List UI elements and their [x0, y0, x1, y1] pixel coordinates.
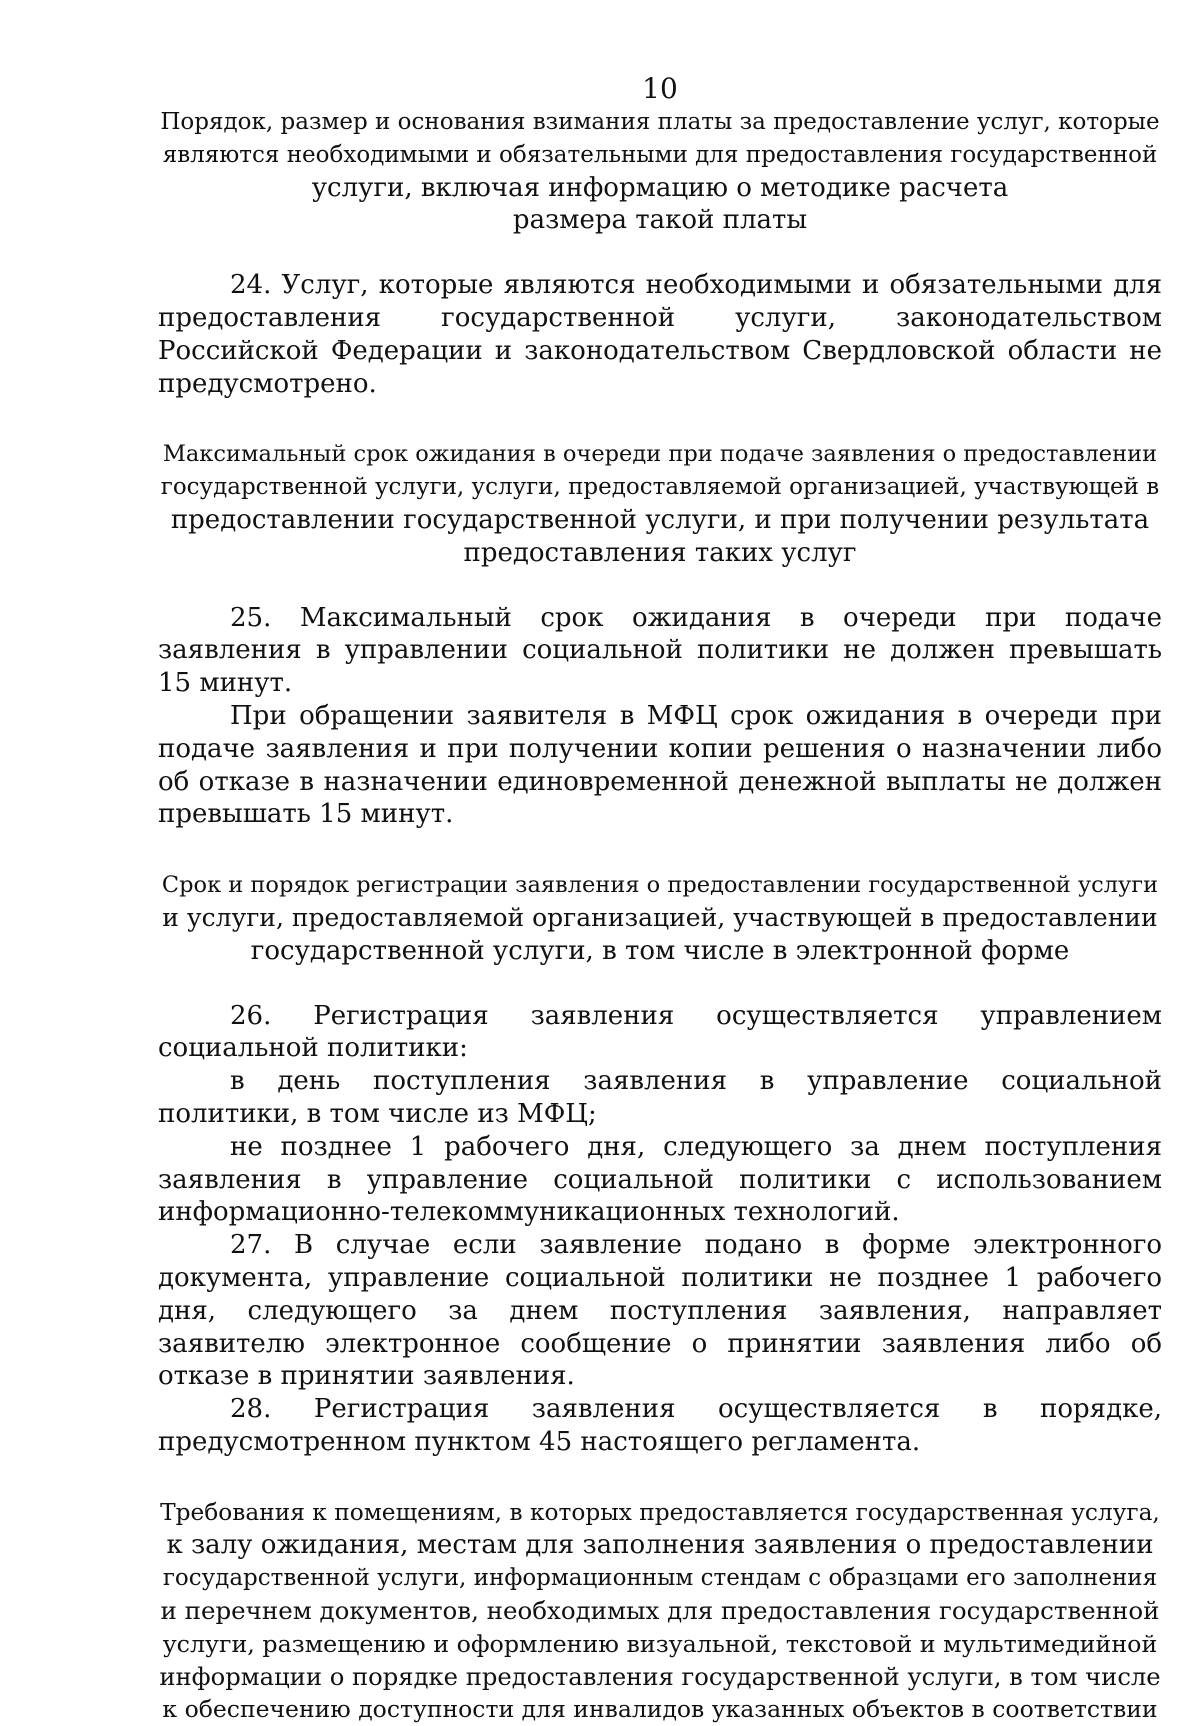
paragraph-26: 26. Регистрация заявления осуществляется управлением социальной политики: — [158, 1000, 1162, 1064]
heading-line: услуги, размещению и оформлению визуальной, текстовой и мультимедийной — [162, 1629, 1158, 1658]
heading-line: и перечнем документов, необходимых для предоставления государственной — [160, 1596, 1160, 1626]
document-body — [158, 106, 1162, 1726]
heading-line: предоставлении государственной услуги, и при получении результата — [170, 504, 1150, 535]
heading-line: предоставления таких услуг — [463, 537, 857, 568]
heading-line: к залу ожидания, местам для заполнения заявления о предоставлении — [166, 1530, 1154, 1561]
section-heading-premises — [158, 1497, 1162, 1726]
paragraph-25: 25. Максимальный срок ожидания в очереди при подаче заявления в управлении социальной политики не должен превышать 15 минут. — [158, 602, 1162, 699]
heading-line: размера такой платы — [512, 205, 808, 236]
section-heading-registration — [158, 869, 1162, 967]
heading-line: являются необходимыми и обязательными для предоставления государственной — [162, 141, 1158, 168]
paragraph-25-mfc: При обращении заявителя в МФЦ срок ожидания в очереди при подаче заявления и при получении копии решения о назначении либо об отказе в назначении единовременной денежной выплаты не должен превышать 15 минут. — [158, 700, 1162, 830]
paragraph-26-same-day: в день поступления заявления в управление социальной политики, в том числе из МФЦ; — [158, 1066, 1162, 1129]
heading-line: государственной услуги, услуги, предоставляемой организацией, участвующей в — [160, 474, 1160, 501]
heading-line: услуги, включая информацию о методике расчета — [311, 172, 1009, 203]
heading-line: Требования к помещениям, в которых предоставляется государственная услуга, — [160, 1498, 1160, 1526]
paragraph-26-next-day: не позднее 1 рабочего дня, следующего за днем поступления заявления в управление социальной политики с использованием информационно-телекоммуникационных технологий. — [158, 1131, 1162, 1228]
heading-line: информации о порядке предоставления государственной услуги, в том числе — [159, 1661, 1161, 1691]
heading-line: Порядок, размер и основания взимания платы за предоставление услуг, которые — [160, 109, 1160, 135]
heading-line: Максимальный срок ожидания в очереди при подаче заявления о предоставлении — [162, 441, 1158, 468]
heading-line: и услуги, предоставляемой организацией, участвующей в предоставлении — [162, 902, 1158, 932]
heading-line: государственной услуги, в том числе в электронной форме — [250, 935, 1070, 966]
section-heading-fee — [158, 106, 1162, 237]
paragraph-28: 28. Регистрация заявления осуществляется в порядке, предусмотренном пунктом 45 настоящего регламента. — [158, 1394, 1162, 1457]
heading-line: государственной услуги, информационным стендам с образцами его заполнения — [162, 1565, 1158, 1592]
paragraph-27: 27. В случае если заявление подано в форме электронного документа, управление социальной политики не позднее 1 рабочего дня, следующего за днем поступления заявления, направляет заявителю электронное сообщение о принятии заявления либо об отказе в принятии заявления. — [158, 1230, 1162, 1392]
page-number: 10 — [642, 72, 678, 105]
heading-line: к обеспечению доступности для инвалидов указанных объектов в соответствии — [162, 1695, 1158, 1724]
section-heading-wait-time — [158, 438, 1162, 569]
paragraph-24: 24. Услуг, которые являются необходимыми и обязательными для предоставления государственной услуги, законодательством Российской Федерации и законодательством Свердловской области не предусмотрено. — [158, 270, 1162, 399]
heading-line: Срок и порядок регистрации заявления о предоставлении государственной услуги — [161, 872, 1159, 899]
